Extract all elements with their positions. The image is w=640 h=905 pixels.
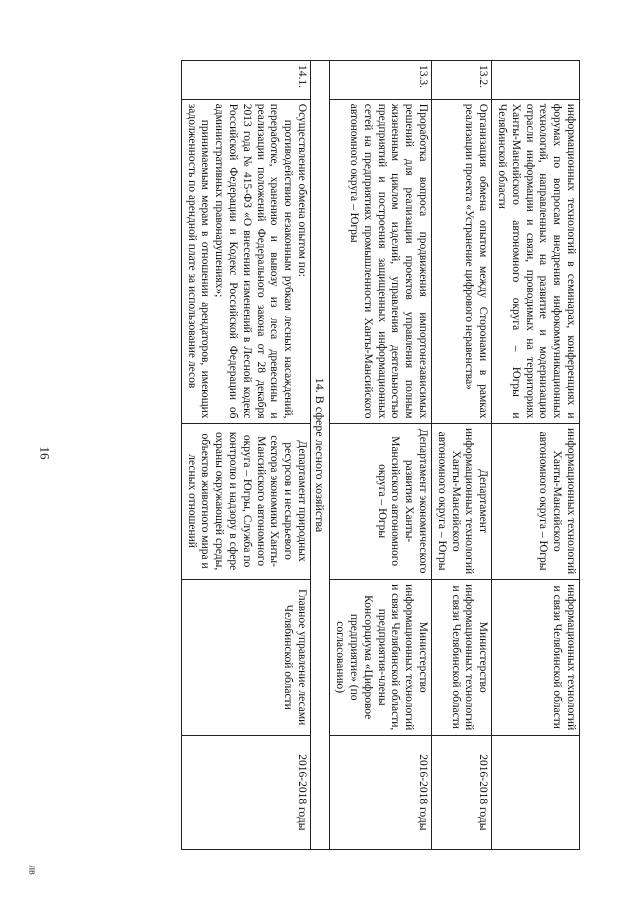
- section-heading: 14. В сфере лесного хозяйства: [311, 61, 330, 850]
- row-ministry: информационных технологий и связи Челябинской области: [492, 579, 580, 735]
- description-intro: Осуществление обмена опытом по:: [296, 103, 309, 277]
- row-department: Департамент информационных технологий Ханты-Мансийского автономного округа – Югры: [432, 423, 492, 579]
- table-row: [492, 61, 580, 850]
- row-number: 13.2.: [432, 61, 492, 100]
- row-ministry: Главное управление лесами Челябинской области: [181, 579, 310, 735]
- row-description: Организация обмена опытом между Сторонами в рамках реализации проекта «Устранение цифрового неравенства»: [432, 99, 492, 423]
- table-row: [432, 61, 492, 850]
- page-number: 16: [37, 446, 53, 460]
- row-ministry: Министерство информационных технологий и связи Челябинской области: [432, 579, 492, 735]
- row-ministry: Министерство информационных технологий и связи Челябинской области, предприятия-члены Консорциума «Цифровое предприятие» (по согласованию): [330, 579, 432, 735]
- margin-mark: ЛВ: [27, 865, 36, 875]
- row-number: 13.3.: [330, 61, 432, 100]
- row-number: 14.1.: [181, 61, 310, 100]
- agreement-table: [181, 60, 580, 850]
- row-department: Департамент экономического развития Ханты-Мансийского автономного округа – Югры: [330, 423, 432, 579]
- row-period: 2016-2018 годы: [432, 735, 492, 849]
- row-period: 2016-2018 годы: [181, 735, 310, 849]
- table-row: [330, 61, 432, 850]
- row-description: [181, 99, 310, 423]
- rotated-table-container: [60, 60, 580, 850]
- table-row: [181, 61, 310, 850]
- row-period: [492, 735, 580, 849]
- row-description: Проработка вопроса продвижения импортонезависимых решений для реализации проектов управления полным жизненным циклом изделий, управления деятельностью предприятий и построения защищенных информационных сетей на предприятиях промышленности Ханты-Мансийского автономного округа – Югры: [330, 99, 432, 423]
- section-row: [311, 61, 330, 850]
- row-number: [492, 61, 580, 100]
- description-item: принимаемым мерам в отношении арендаторов, имеющих задолженность по арендной плате за использование лесов: [185, 103, 212, 419]
- row-description: информационных технологий в семинарах, конференциях и форумах по вопросам внедрения инфокоммуникационных технологий, направленных на развитие и модернизацию отрасли информации и связи, проводимых на территориях Ханты-Мансийского автономного округа – Югры и Челябинской области: [492, 99, 580, 423]
- row-period: 2016-2018 годы: [330, 735, 432, 849]
- row-department: информационных технологий Ханты-Мансийского автономного округа – Югры: [492, 423, 580, 579]
- description-item: противодействию незаконным рубкам лесных насаждений, переработке, хранению и вывозу из леса древесины и реализации положений Федерального закона от 28 декабря 2013 года № 415-ФЗ «О внесении изменений в Лесной кодекс Российской Федерации и Кодекс Российской Федерации об административных правонарушениях»;: [213, 103, 295, 419]
- row-department: Департамент природных ресурсов и несырьевого сектора экономики Ханты-Мансийского автономного округа – Югры, Служба по контролю и надзору в сфере охраны окружающей среды, объектов животного мира и лесных отношений: [181, 423, 310, 579]
